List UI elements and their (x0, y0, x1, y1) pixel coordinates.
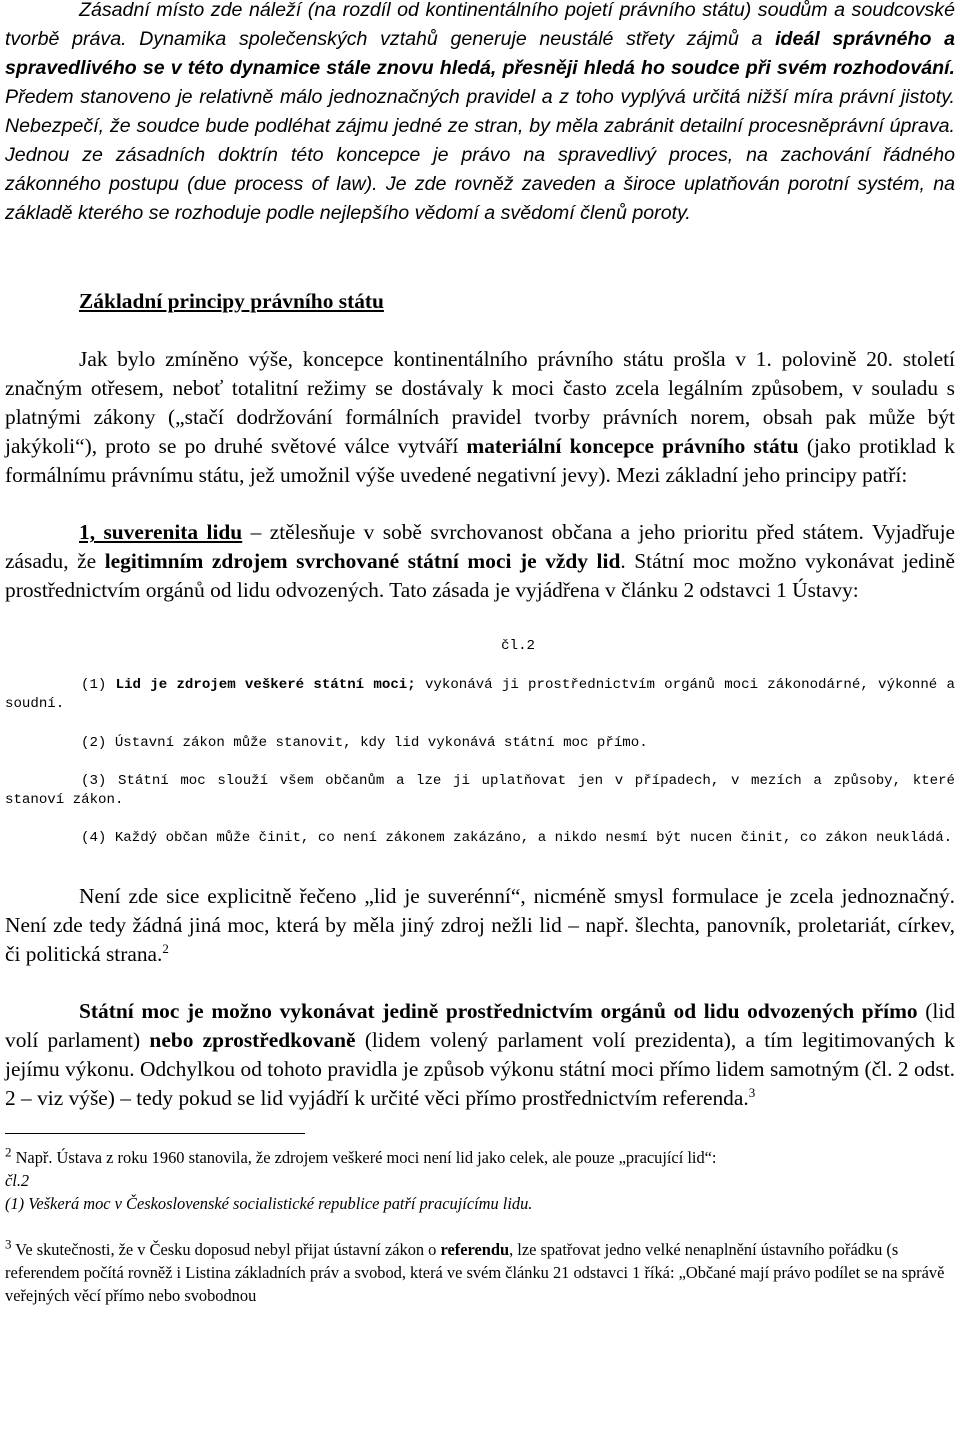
paragraph-sovereignty (5, 518, 955, 605)
text: – ztělesňuje v sobě svrchovanost občana a jeho prioritu před státem. Vyjadřuje zásadu, že (5, 520, 956, 573)
bold-text: Lid je zdrojem veškeré státní moci; (115, 677, 416, 693)
bold-text: legitimním zdrojem svrchované státní moci je vždy lid (104, 549, 621, 573)
text: Zásadní místo zde náleží (na rozdíl od kontinentálního pojetí právního státu) soudům a soudcovské tvorbě práva. Dynamika společenských vztahů generuje neustálé střety zájmů a (5, 0, 955, 50)
text: . Státní moc možno vykonávat jedině prostřednictvím orgánů od lidu odvozených. Tato zásada je vyjádřena v článku 2 odstavci 1 Ústavy: (5, 549, 955, 602)
footnote-3 (5, 1238, 955, 1307)
bold-text: nebo zprostředkovaně (149, 1028, 356, 1052)
paragraph-common-law (5, 0, 955, 228)
footnote-number: 3 (5, 1236, 12, 1252)
bold-text: materiální koncepce právního státu (466, 434, 799, 458)
footnote-ref[interactable]: 3 (748, 1084, 756, 1100)
text: (lidem volený parlament volí prezidenta), a tím legitimovaných k jejímu výkonu. Odchylkou od tohoto pravidla je způsob výkonu státní moci přímo lidem samotným (čl. 2 odst. 2 – viz výše) – tedy pokud se lid vyjádří k určité věci přímo prostřednictvím referenda. (5, 1028, 955, 1110)
footnote-number: 2 (5, 1144, 12, 1160)
text: vykonává ji prostřednictvím orgánů moci zákonodárné, výkonné a soudní. (5, 677, 955, 712)
article-section-2: (2) Ústavní zákon může stanovit, kdy lid vykonává státní moc přímo. (81, 735, 648, 751)
bold-text: Státní moc je možno vykonávat jedině prostřednictvím orgánů od lidu odvozených přímo (79, 999, 918, 1023)
footnote-2-line (5, 1146, 955, 1169)
section-heading: Základní principy právního státu (79, 289, 384, 313)
footnote-ref[interactable]: 2 (162, 940, 169, 956)
paragraph-material-concept (5, 345, 955, 490)
footnote-2-article: čl.2 (5, 1171, 30, 1190)
text: Není zde sice explicitně řečeno „lid je suverénní“, nicméně smysl formulace je zcela jednoznačný. Není zde tedy žádná jiná moc, která by měla jiný zdroj nežli lid – např. šlechta, panovník, proletariát, církev, či politická strana. (5, 884, 955, 966)
bold-text: ideál správného a spravedlivého se v této dynamice stále znovu hledá, přesněji hledá ho soudce při svém rozhodování. (5, 28, 955, 79)
paragraph-state-power (5, 997, 955, 1113)
bold-text: referendu (440, 1240, 510, 1259)
text: Ve skutečnosti, že v Česku doposud nebyl přijat ústavní zákon o (11, 1240, 441, 1259)
text: Jak bylo zmíněno výše, koncepce kontinentálního právního státu prošla v 1. polovině 20. století značným otřesem, neboť totalitní režimy se dostávaly k moci často zcela legálním způsobem, v souladu s platnými zákony („stačí dodržování formálních pravidel tvorby právních norem, obsah pak může být jakýkoli“), proto se po druhé světové válce vytváří (5, 347, 955, 458)
article-section-4: (4) Každý občan může činit, co není zákonem zakázáno, a nikdo nesmí být nucen činit, co zákon neukládá. (81, 830, 953, 846)
text: (lid volí parlament) (5, 999, 955, 1052)
footnote-2 (5, 1146, 955, 1215)
footnote-2-quote: (1) Veškerá moc v Československé socialistické republice patří pracujícímu lidu. (5, 1194, 533, 1213)
text: (jako protiklad k formálnímu právnímu státu, jež umožnil výše uvedené negativní jevy). Mezi základní jeho principy patří: (5, 434, 956, 487)
article-section-1 (5, 676, 955, 714)
text: (1) (81, 677, 116, 693)
text: , lze spatřovat jedno velké nenaplnění ústavního pořádku (s referendem počítá rovněž i Listina základních práv a svobod, která ve svém článku 21 odstavci 1 říká: „Občané mají právo podílet se na správě veřejných věcí přímo nebo svobodnou (5, 1240, 945, 1305)
article-title: čl.2 (501, 638, 535, 654)
text: Předem stanoveno je relativně málo jednoznačných pravidel a z toho vyplývá určitá nižší míra právní jistoty. Nebezpečí, že soudce bude podléhat zájmu jedné ze stran, by měla zabránit detailní procesněprávní úprava. Jednou ze zásadních doktrín této koncepce je právo na spravedlivý proces, na zachování řádného zákonného postupu (due process of law). Je zde rovněž zaveden a široce uplatňován porotní systém, na základě kterého se rozhoduje podle nejlepšího vědomí a svědomí členů poroty. (5, 86, 955, 224)
paragraph-sovereign-people (5, 882, 955, 969)
footnote-divider (5, 1133, 305, 1134)
underlined-term: 1, suverenita lidu (79, 520, 243, 544)
text: Např. Ústava z roku 1960 stanovila, že zdrojem veškeré moci není lid jako celek, ale pouze „pracující lid“: (11, 1148, 717, 1167)
document-page (5, 0, 955, 1307)
article-section-3: (3) Státní moc slouží všem občanům a lze ji uplatňovat jen v případech, v mezích a způsoby, které stanoví zákon. (5, 773, 955, 808)
